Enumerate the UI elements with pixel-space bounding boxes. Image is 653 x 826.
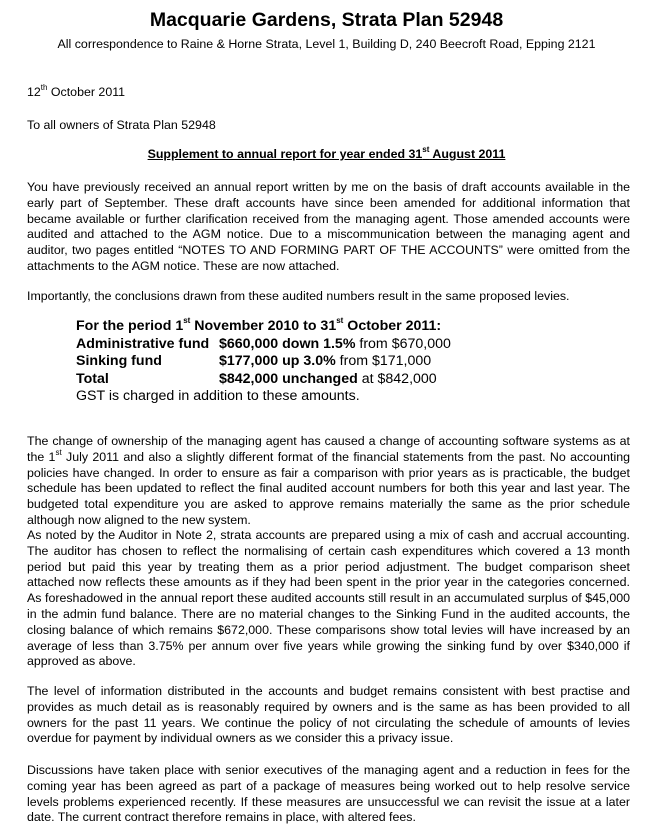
- levies-period-heading: For the period 1st November 2010 to 31st October 2011:: [76, 316, 442, 334]
- levies-summary: [76, 318, 451, 406]
- gst-note: GST is charged in addition to these amounts.: [76, 388, 360, 405]
- paragraph-auditor-note: As noted by the Auditor in Note 2, strata accounts are prepared using a mix of cash and accrual accounting. The auditor has chosen to reflect the normalising of certain cash expenditures which covered a 13 month period but paid this year by treating them as a prior period adjustment. The budget comparison sheet attached now reflects these amounts as if they had been spent in the prior year in the categories concerned. As foreshadowed in the annual report these audited accounts still result in an accumulated surplus of $45,000 in the admin fund balance. There are no material changes to the Sinking Fund in the audited accounts, the closing balance of which remains $672,000. These comparisons show total levies will have increased by an average of less than 3.75% per annum over five years while growing the sinking fund by over $340,000 if approved as above.: [27, 528, 630, 669]
- paragraph-software-change: The change of ownership of the managing agent has caused a change of accounting software systems as at the 1st July 2011 and also a slightly different format of the financial statements from the past. No accounting policies have changed. In order to ensure as fair a comparison with prior years as is practicable, the budget schedule has been updated to reflect the final audited account numbers for both this year and last year. The budgeted total expenditure you are asked to approve remains materially the same as the prior schedule although now aligned to the new system.: [27, 434, 631, 527]
- paragraph-discussions: Discussions have taken place with senior executives of the managing agent and a reduction in fees for the coming year has been agreed as part of a package of measures being worked out to help resolve service levels problems experienced recently. If these measures are unsuccessful we can revisit the issue at a later date. The current contract therefore remains in place, with altered fees.: [27, 763, 630, 825]
- levy-row-administrative: Administrative fund $660,000 down 1.5% from $670,000: [76, 335, 451, 352]
- paragraph-intro: You have previously received an annual report written by me on the basis of draft accounts available in the early part of September. These draft accounts have since been amended for additional information that became available or further clarification received from the managing agent. Those amended accounts were audited and attached to the AGM notice. Due to a miscommunication between the managing agent and auditor, two pages entitled “NOTES TO AND FORMING PART OF THE ACCOUNTS” were omitted from the attachments to the AGM notice. These are now attached.: [27, 180, 630, 273]
- levy-row-total: Total $842,000 unchanged at $842,000: [76, 370, 437, 387]
- letter-date: 12th October 2011: [27, 82, 126, 99]
- levy-row-sinking: Sinking fund $177,000 up 3.0% from $171,000: [76, 353, 432, 370]
- section-heading: Supplement to annual report for year ended 31st August 2011: [147, 144, 506, 161]
- correspondence-address: All correspondence to Raine & Horne Strata, Level 1, Building D, 240 Beecroft Road, Epping 2121: [57, 37, 596, 51]
- paragraph-information: The level of information distributed in the accounts and budget remains consistent with best practise and provides as much detail as is reasonably required by owners and is the same as has been provided to all owners for the past 11 years. We continue the policy of not circulating the schedule of amounts of levies overdue for payment by individual owners as we consider this a privacy issue.: [27, 684, 630, 746]
- document-title: Macquarie Gardens, Strata Plan 52948: [149, 9, 504, 31]
- paragraph-conclusion: Importantly, the conclusions drawn from these audited numbers result in the same proposed levies.: [27, 289, 570, 303]
- addressee-line: To all owners of Strata Plan 52948: [27, 118, 216, 132]
